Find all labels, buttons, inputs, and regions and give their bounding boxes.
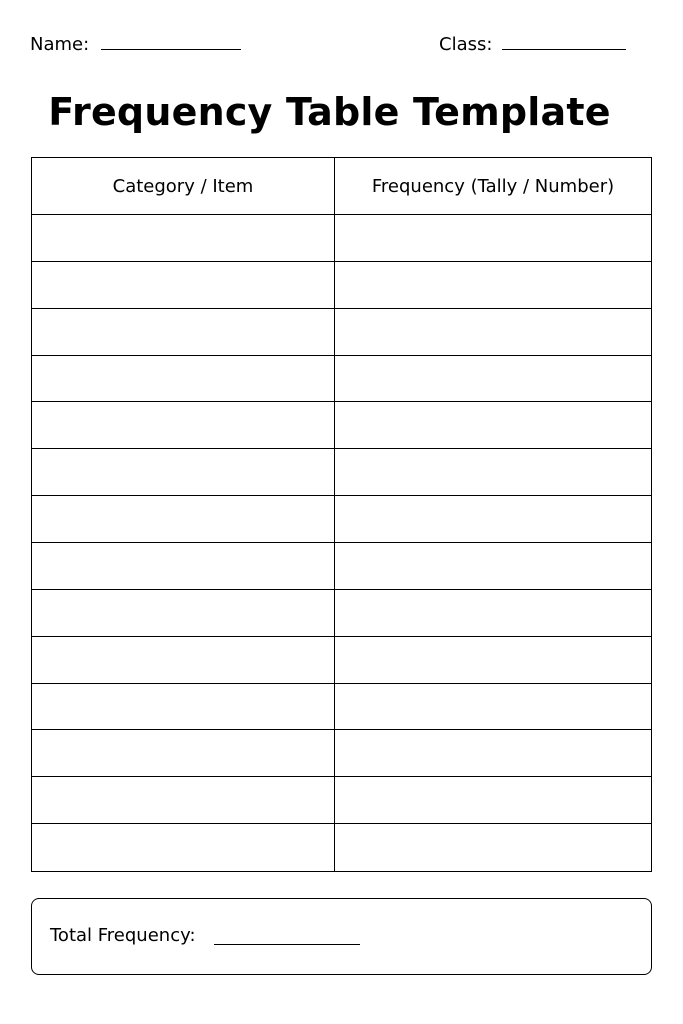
column-header-frequency: Frequency (Tally / Number)	[371, 175, 615, 197]
category-cell[interactable]	[32, 497, 334, 542]
name-label: Name:	[30, 34, 90, 55]
name-input-line[interactable]	[101, 35, 241, 50]
page-title: Frequency Table Template	[48, 90, 611, 134]
total-frequency-input-line[interactable]	[214, 944, 360, 945]
category-cell[interactable]	[32, 544, 334, 589]
frequency-cell[interactable]	[336, 731, 650, 776]
category-cell[interactable]	[32, 450, 334, 495]
frequency-cell[interactable]	[336, 497, 650, 542]
category-cell[interactable]	[32, 590, 334, 635]
total-frequency-box	[31, 898, 652, 975]
category-cell[interactable]	[32, 262, 334, 307]
category-cell[interactable]	[32, 778, 334, 823]
frequency-cell[interactable]	[336, 216, 650, 261]
category-cell[interactable]	[32, 637, 334, 682]
frequency-cell[interactable]	[336, 356, 650, 401]
frequency-table	[31, 157, 652, 872]
frequency-cell[interactable]	[336, 778, 650, 823]
column-divider	[334, 158, 335, 871]
column-header-category: Category / Item	[112, 175, 254, 197]
frequency-cell[interactable]	[336, 309, 650, 354]
category-cell[interactable]	[32, 731, 334, 776]
frequency-cell[interactable]	[336, 684, 650, 729]
frequency-cell[interactable]	[336, 450, 650, 495]
category-cell[interactable]	[32, 684, 334, 729]
category-cell[interactable]	[32, 403, 334, 448]
frequency-cell[interactable]	[336, 544, 650, 589]
category-cell[interactable]	[32, 309, 334, 354]
frequency-cell[interactable]	[336, 825, 650, 870]
frequency-cell[interactable]	[336, 637, 650, 682]
total-frequency-label: Total Frequency:	[50, 925, 196, 946]
category-cell[interactable]	[32, 825, 334, 870]
class-input-line[interactable]	[502, 35, 626, 50]
frequency-cell[interactable]	[336, 590, 650, 635]
name-field	[30, 34, 241, 56]
category-cell[interactable]	[32, 216, 334, 261]
class-field	[439, 34, 626, 56]
frequency-cell[interactable]	[336, 262, 650, 307]
category-cell[interactable]	[32, 356, 334, 401]
class-label: Class:	[439, 34, 493, 55]
frequency-cell[interactable]	[336, 403, 650, 448]
